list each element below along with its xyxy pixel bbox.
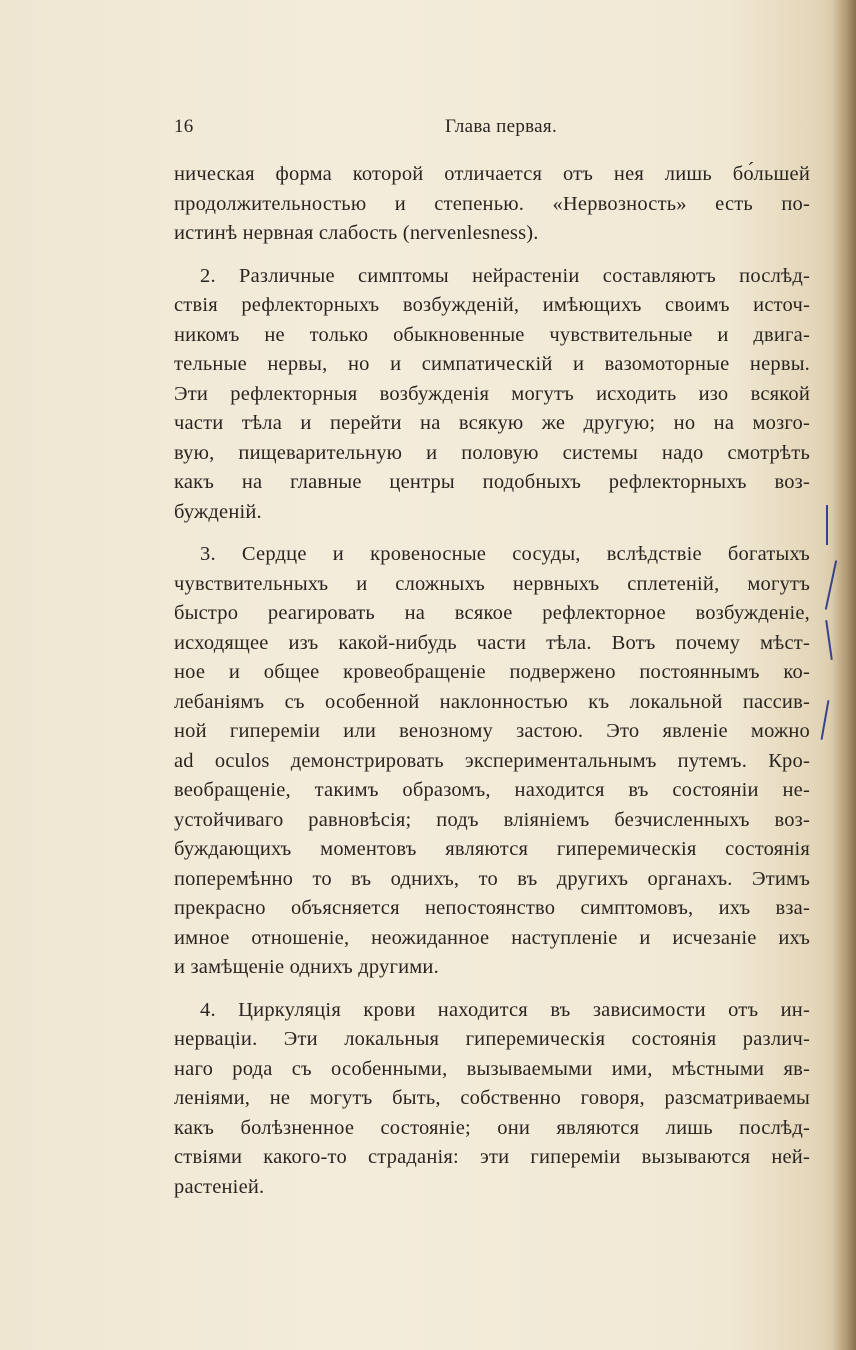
text-line: и замѣщеніе однихъ другими.	[174, 956, 439, 978]
text-line: части тѣла и перейти на всякую же другую; но на мозго-	[174, 412, 810, 434]
page-number: 16	[174, 116, 194, 137]
paragraph-2	[174, 262, 810, 528]
text-line: поперемѣнно то въ однихъ, то въ другихъ органахъ. Этимъ	[174, 867, 810, 890]
text-line: ствіями какого-то страданія: эти гипереміи вызываются ней-	[174, 1146, 810, 1168]
text-line: бужденій.	[174, 500, 262, 523]
text-line: веобращеніе, такимъ образомъ, находится въ состояніи не-	[174, 779, 810, 801]
text-line: ной гипереміи или венозному застою. Это явленіе можно	[174, 720, 810, 742]
text-line: наго рода съ особенными, вызываемыми ими, мѣстными яв-	[174, 1057, 810, 1080]
text-line: леніями, не могутъ быть, собственно говоря, разсматриваемы	[174, 1087, 810, 1109]
text-line: буждающихъ моментовъ являются гиперемическія состоянія	[174, 838, 810, 860]
text-line: тельные нервы, но и симпатическій и вазомоторные нервы.	[174, 353, 810, 375]
text-line: истинѣ нервная слабость (nervenlesness).	[174, 222, 539, 244]
paragraph-4	[174, 996, 810, 1203]
text-line: какъ болѣзненное состояніе; они являются лишь послѣд-	[174, 1116, 810, 1139]
text-line: 4. Циркуляція крови находится въ зависимости отъ ин-	[200, 998, 810, 1021]
running-title: Глава первая.	[444, 116, 558, 137]
text-line: растеніей.	[174, 1175, 265, 1198]
text-line: ное и общее кровеобращеніе подвержено постояннымъ ко-	[174, 661, 810, 683]
page-header	[174, 116, 808, 146]
text-line: 2. Различные симптомы нейрастеніи составляютъ послѣд-	[200, 264, 810, 287]
text-line: быстро реагировать на всякое рефлекторное возбужденіе,	[174, 602, 810, 624]
text-line: прекрасно объясняется непостоянство симптомовъ, ихъ вза-	[174, 897, 810, 919]
text-line: Эти рефлекторныя возбужденія могутъ исходить изо всякой	[174, 382, 810, 405]
text-line: какъ на главные центры подобныхъ рефлекторныхъ воз-	[174, 471, 810, 493]
text-line: имное отношеніе, неожиданное наступленіе и исчезаніе ихъ	[174, 926, 810, 949]
pencil-margin-mark	[826, 505, 828, 545]
text-line: исходящее изъ какой-нибудь части тѣла. Вотъ почему мѣст-	[174, 631, 810, 654]
text-line: нерваціи. Эти локальныя гиперемическія состоянія различ-	[174, 1028, 810, 1050]
text-line: вую, пищеварительную и половую системы надо смотрѣть	[174, 441, 810, 464]
paragraph-3	[174, 540, 810, 983]
text-line: лебаніямъ съ особенной наклонностью къ локальной пассив-	[174, 690, 810, 713]
text-line: ствія рефлекторныхъ возбужденій, имѣющихъ своимъ источ-	[174, 294, 810, 316]
text-line: устойчиваго равновѣсія; подъ вліяніемъ безчисленныхъ воз-	[174, 808, 810, 831]
text-line: никомъ не только обыкновенные чувствительные и двига-	[174, 323, 810, 346]
body-text	[174, 160, 810, 1215]
text-line: ad oculos демонстрировать экспериментальнымъ путемъ. Кро-	[174, 749, 810, 772]
pencil-margin-mark	[821, 700, 830, 740]
text-line: продолжительностью и степенью. «Нервозность» есть по-	[174, 192, 810, 215]
text-line: чувствительныхъ и сложныхъ нервныхъ сплетеній, могутъ	[174, 572, 810, 595]
page-edge-shadow	[832, 0, 856, 1350]
text-line: 3. Сердце и кровеносные сосуды, вслѣдствіе богатыхъ	[200, 543, 810, 565]
text-line: ническая форма которой отличается отъ нея лишь бо́льшей	[174, 163, 810, 185]
paragraph-1	[174, 160, 810, 249]
